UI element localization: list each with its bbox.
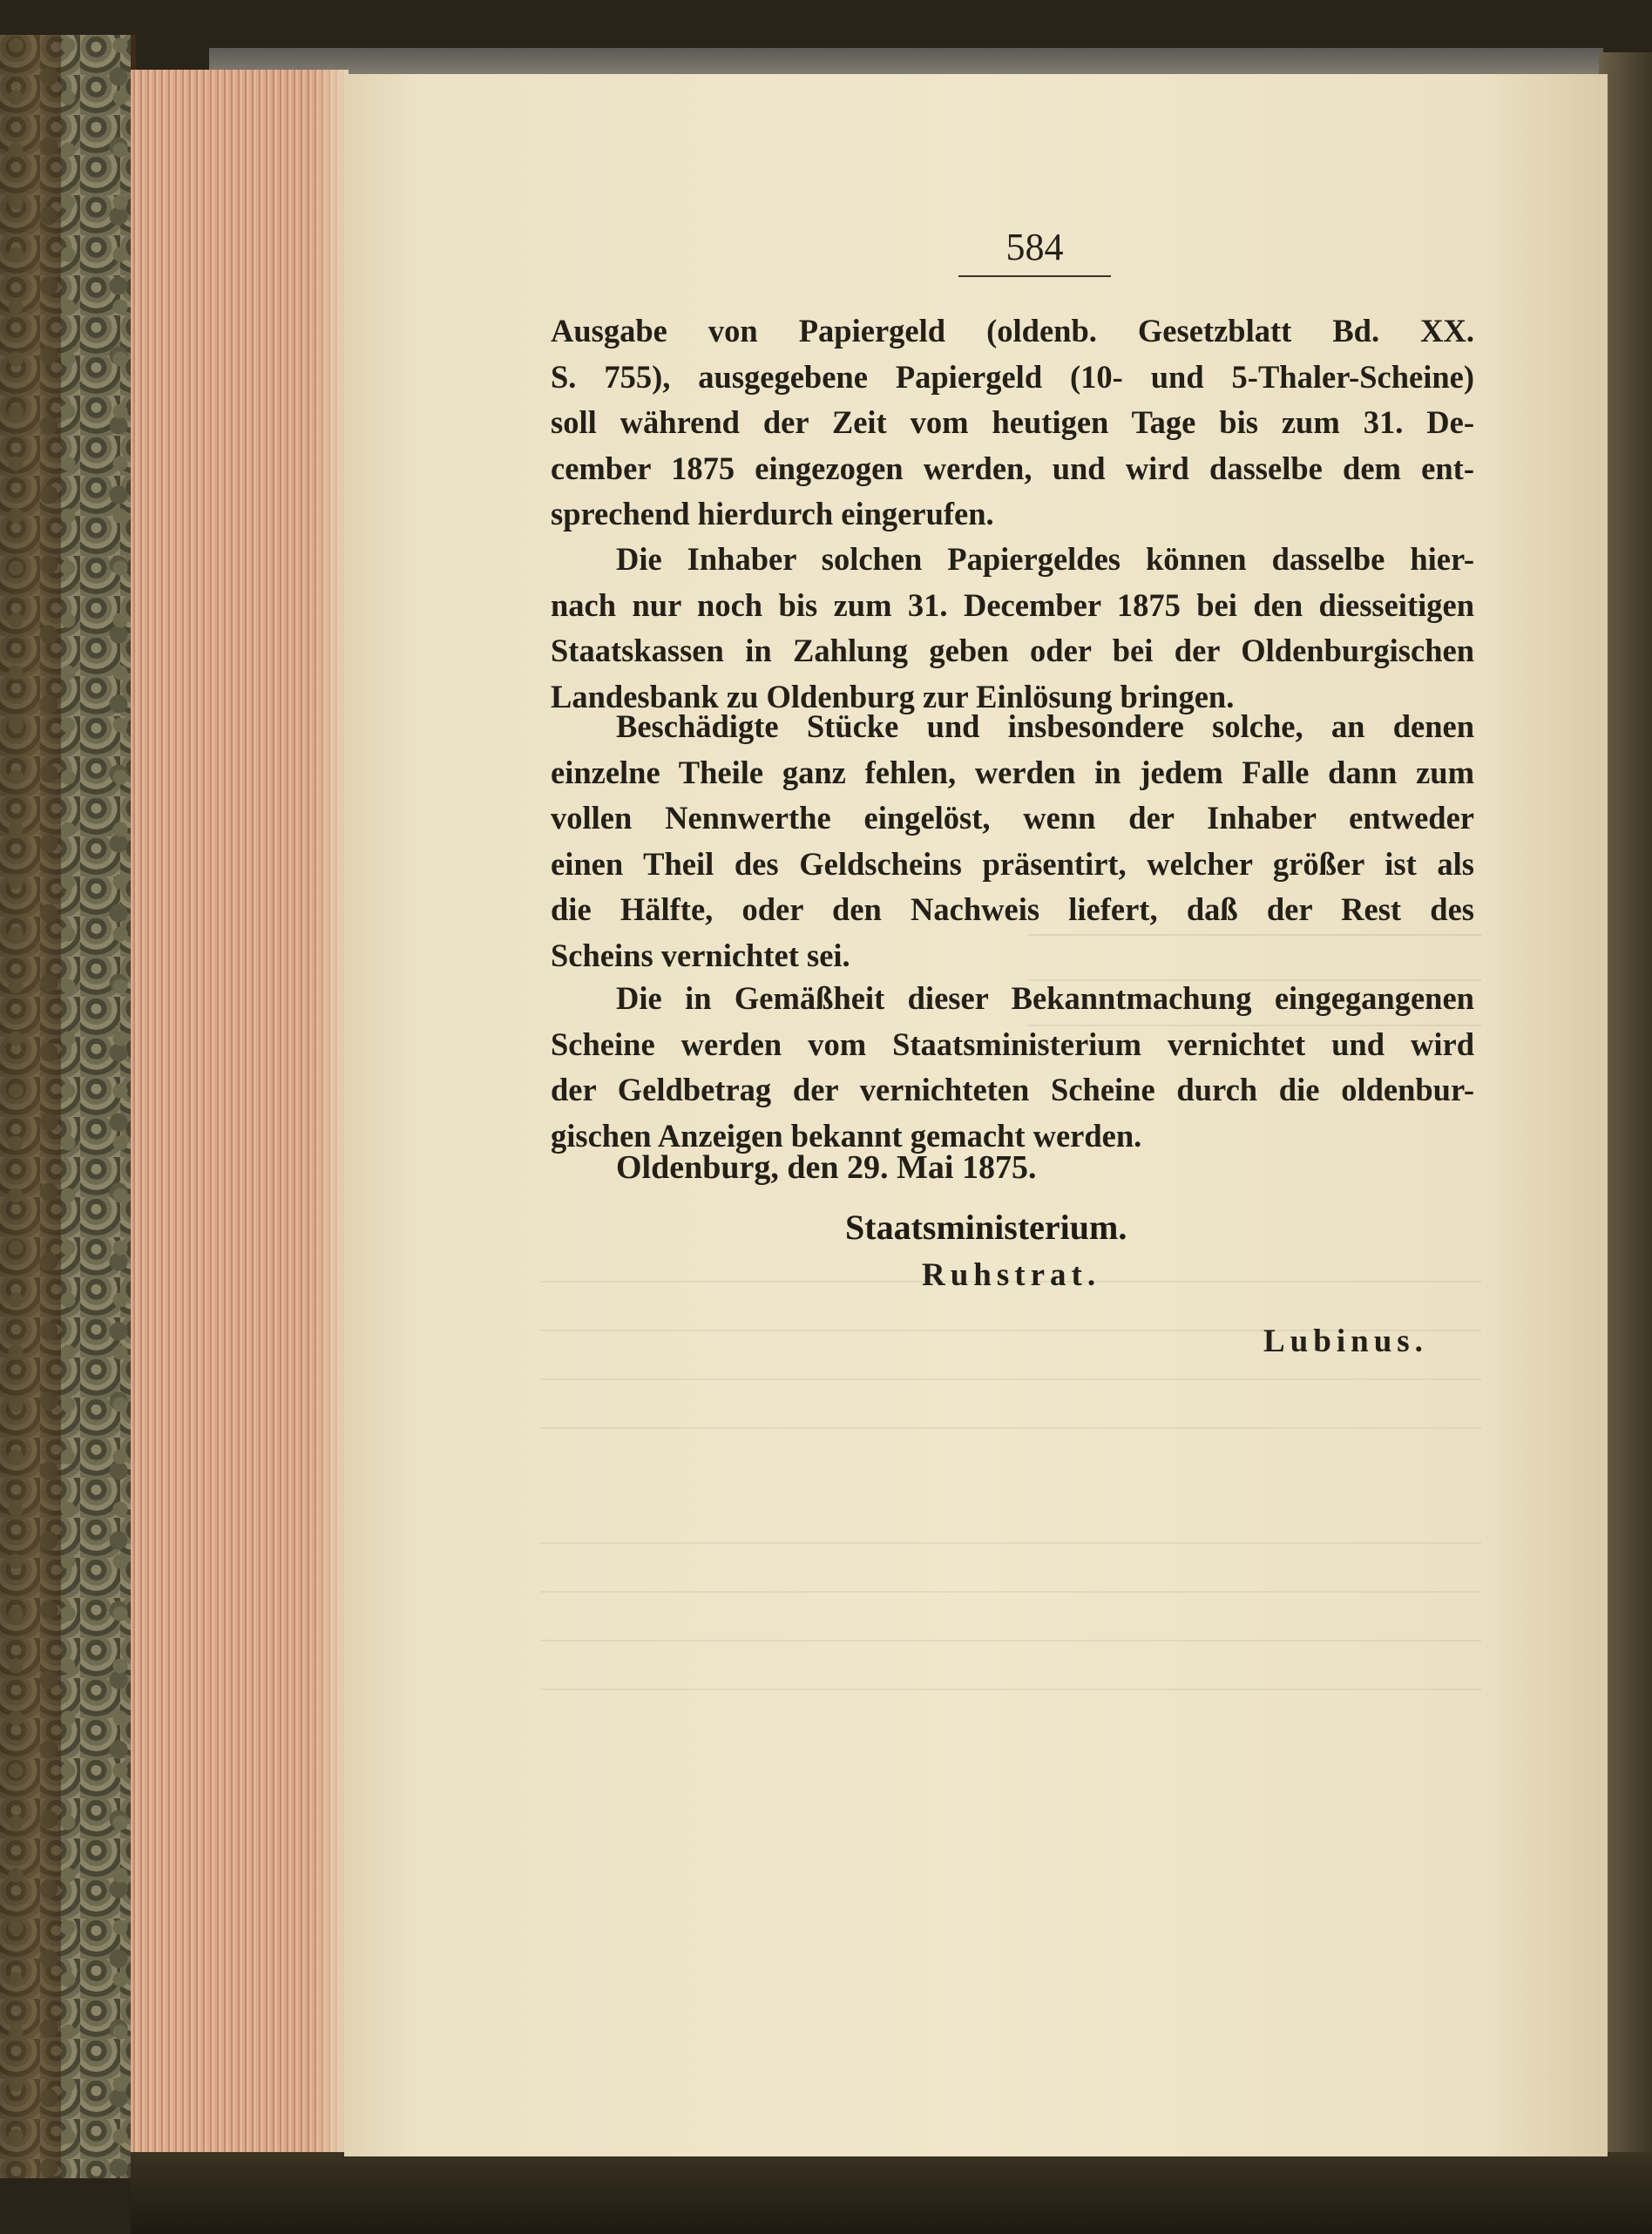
text-line: soll während der Zeit vom heutigen Tage bis zum 31. De- bbox=[551, 404, 1474, 440]
page-number: 584 bbox=[1005, 226, 1064, 268]
text-line: vollen Nennwerthe eingelöst, wenn der Inhaber entweder bbox=[551, 800, 1474, 836]
text-line: der Geldbetrag der vernichteten Scheine durch die oldenbur- bbox=[551, 1072, 1474, 1107]
book-bottom-edge bbox=[131, 2152, 1652, 2234]
page-edges bbox=[131, 70, 349, 2178]
paragraph-4 bbox=[551, 976, 1474, 1159]
text-line: Beschädigte Stücke und insbesondere solche, an denen bbox=[616, 708, 1474, 744]
text-line: Landesbank zu Oldenburg zur Einlösung bringen. bbox=[551, 678, 1235, 714]
signer-name-1: Ruhstrat. bbox=[922, 1257, 1101, 1293]
paragraph-2 bbox=[551, 537, 1474, 720]
text-line: sprechend hierdurch eingerufen. bbox=[551, 496, 994, 531]
text-line: gischen Anzeigen bekannt gemacht werden. bbox=[551, 1117, 1142, 1154]
text-line: cember 1875 eingezogen werden, und wird dasselbe dem ent- bbox=[551, 450, 1474, 486]
text-line: Ausgabe von Papiergeld (oldenb. Gesetzblatt Bd. XX. bbox=[551, 313, 1474, 349]
text-line: Die Inhaber solchen Papiergeldes können dasselbe hier- bbox=[616, 541, 1474, 577]
signer-name-2: Lubinus. bbox=[1263, 1323, 1428, 1359]
book-spine bbox=[0, 35, 61, 2178]
text-line: Scheine werden vom Staatsministerium vernichtet und wird bbox=[551, 1026, 1474, 1062]
paragraph-3 bbox=[551, 704, 1474, 978]
text-line: nach nur noch bis zum 31. December 1875 bei den diesseitigen bbox=[551, 586, 1474, 623]
text-line: einen Theil des Geldscheins präsentirt, welcher größer ist als bbox=[551, 845, 1474, 882]
text-line: S. 755), ausgegebene Papiergeld (10- und 5-Thaler-Scheine) bbox=[551, 358, 1474, 395]
text-line: Die in Gemäßheit dieser Bekanntmachung eingegangenen bbox=[616, 980, 1474, 1016]
text-line: Staatskassen in Zahlung geben oder bei der Oldenburgischen bbox=[551, 633, 1474, 668]
paragraph-1 bbox=[551, 308, 1474, 538]
text-line: die Hälfte, oder den Nachweis liefert, daß der Rest des bbox=[551, 891, 1474, 927]
text-line: Scheins vernichtet sei. bbox=[551, 937, 850, 973]
page-number-rule bbox=[958, 275, 1111, 277]
place-and-date: Oldenburg, den 29. Mai 1875. bbox=[616, 1149, 1037, 1186]
text-line: einzelne Theile ganz fehlen, werden in jedem Falle dann zum bbox=[551, 754, 1474, 790]
signatory-body: Staatsministerium. bbox=[845, 1208, 1127, 1247]
